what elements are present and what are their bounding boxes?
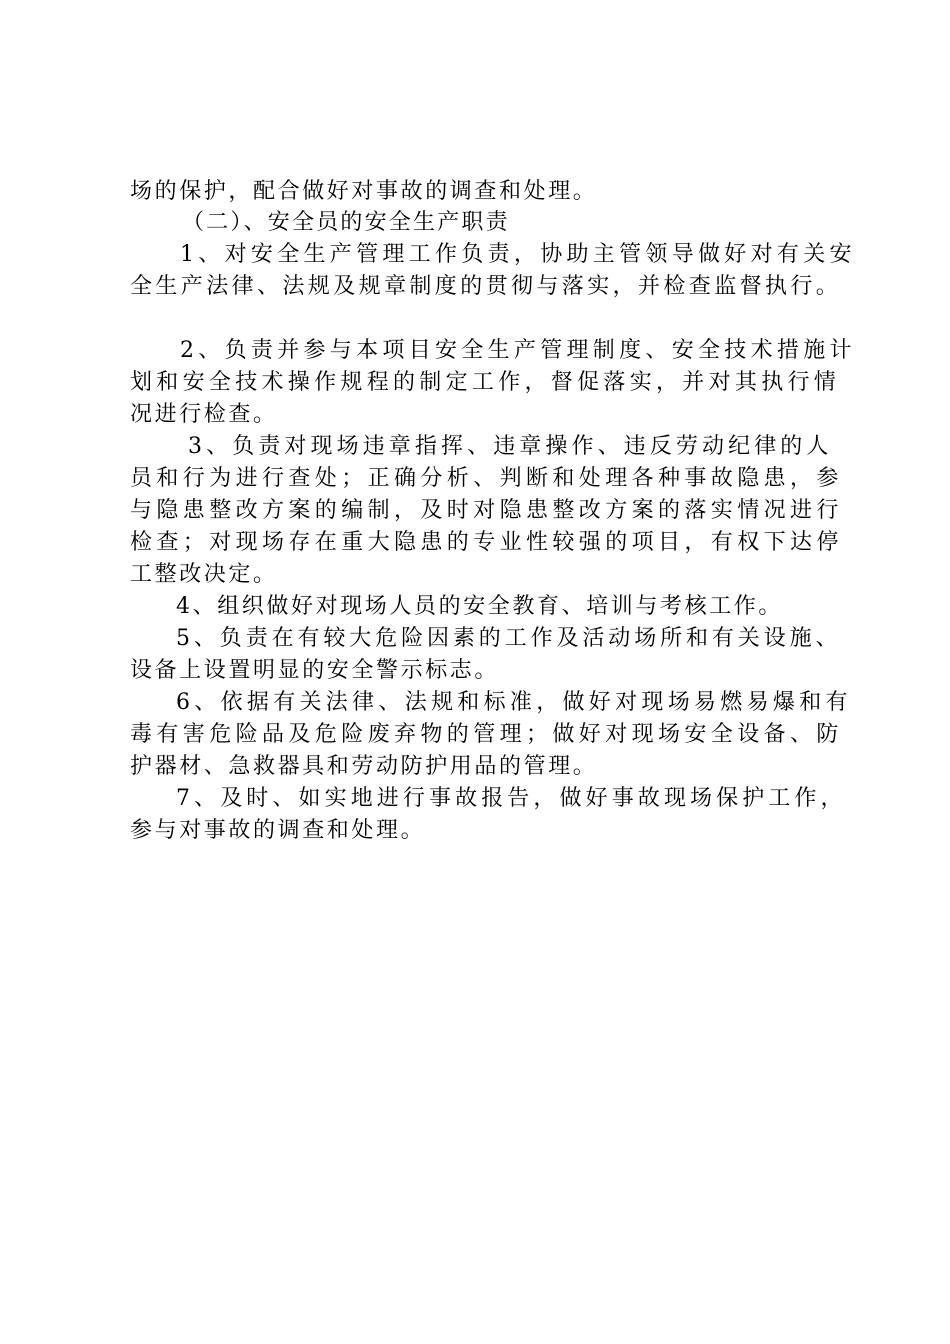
paragraph-line: 5、负责在有较大危险因素的工作及活动场所和有关设施、 (176, 626, 842, 651)
paragraph-line: 划和安全技术操作规程的制定工作，督促落实，并对其执行情 (130, 370, 841, 395)
paragraph-line: 护器材、急救器具和劳动防护用品的管理。 (130, 754, 598, 779)
paragraph-line: 2、负责并参与本项目安全生产管理制度、安全技术措施计 (180, 338, 856, 363)
paragraph-line: 况进行检查。 (130, 402, 278, 427)
paragraph-line: 设备上设置明显的安全警示标志。 (130, 658, 500, 683)
paragraph-line: 6、依据有关法律、法规和标准，做好对现场易燃易爆和有 (176, 690, 852, 715)
section-heading: （二）、安全员的安全生产职责 (182, 210, 510, 235)
paragraph-line: 7、及时、如实地进行事故报告，做好事故现场保护工作， (176, 786, 847, 811)
paragraph-line: 场的保护，配合做好对事故的调查和处理。 (130, 179, 598, 204)
paragraph-line: 工整改决定。 (130, 562, 278, 587)
paragraph-line: 检查；对现场存在重大隐患的专业性较强的项目，有权下达停 (130, 530, 843, 555)
paragraph-line: 3、负责对现场违章指挥、违章操作、违反劳动纪律的人 (188, 434, 833, 459)
paragraph-line: 4、组织做好对现场人员的安全教育、培训与考核工作。 (176, 594, 783, 619)
paragraph-line: 毒有害危险品及危险废弃物的管理；做好对现场安全设备、防 (130, 722, 843, 747)
paragraph-line: 全生产法律、法规及规章制度的贯彻与落实，并检查监督执行。 (130, 274, 842, 299)
paragraph-line: 参与对事故的调查和处理。 (130, 818, 426, 843)
paragraph-line: 与隐患整改方案的编制，及时对隐患整改方案的落实情况进行 (130, 498, 843, 523)
paragraph-line: 员和行为进行查处；正确分析、判断和处理各种事故隐患，参 (130, 466, 843, 491)
paragraph-line: 1、对安全生产管理工作负责，协助主管领导做好对有关安 (180, 242, 856, 267)
